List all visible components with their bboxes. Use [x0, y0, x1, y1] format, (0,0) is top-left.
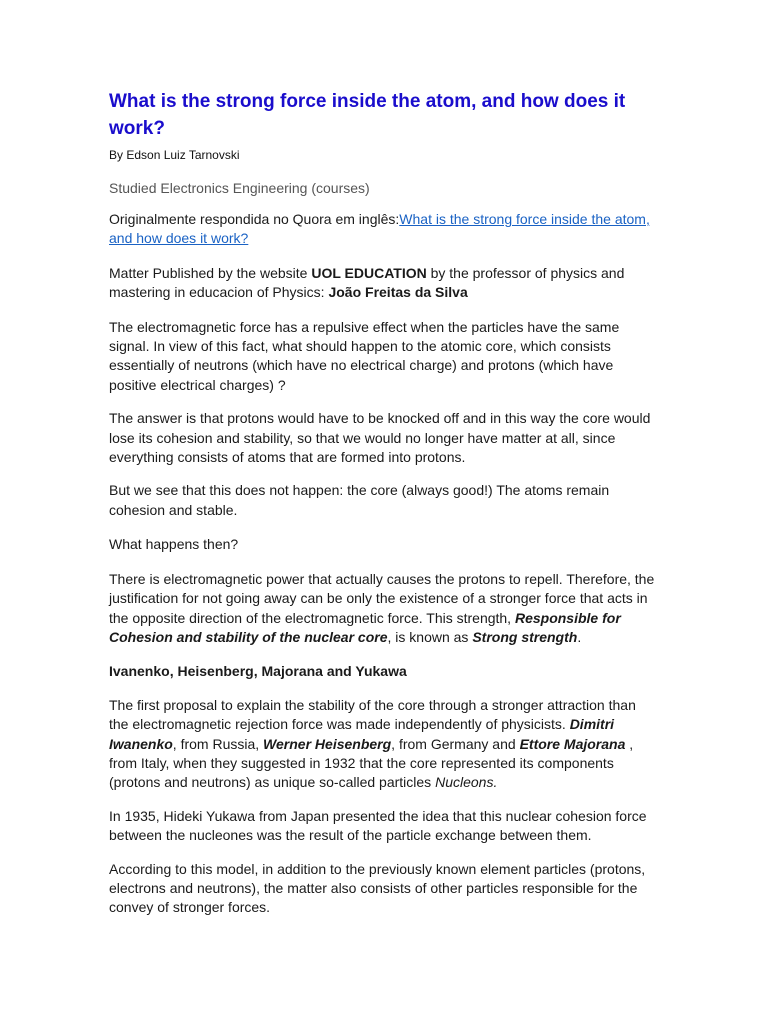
text-span: , from Italy, when they suggested in 1932 that the core represented its components (protons and neutrons) as unique so-called particles [109, 735, 634, 791]
author-credential: Studied Electronics Engineering (courses) [109, 180, 370, 196]
paragraph-strong-force [109, 570, 659, 648]
professor-name: João Freitas da Silva [328, 284, 468, 301]
emphasis-text: Responsible for Cohesion and stability of the nuclear core [109, 609, 621, 645]
paragraph-yukawa: In 1935, Hideki Yukawa from Japan presented the idea that this nuclear cohesion force between the nucleones was the result of the particle exchange between them. [109, 807, 647, 844]
emphasis-text: Strong strength [472, 628, 578, 645]
author-byline: By Edson Luiz Tarnovski [109, 148, 240, 162]
publisher-name: UOL EDUCATION [311, 264, 427, 281]
paragraph-question: What happens then? [109, 536, 239, 553]
paragraph-observation: But we see that this does not happen: the core (always good!) The atoms remain cohesion and stable. [109, 482, 610, 518]
origin-prefix: Originalmente respondida no Quora em inglês: [109, 211, 400, 227]
text-span: There is electromagnetic power that actually causes the protons to repell. Therefore, the justification for not going away can be only the existence of a stronger force that acts in the opposite direction of the electromagnetic force. This strength, [109, 570, 655, 626]
physicist-name: Dimitri Iwanenko [109, 716, 615, 752]
physicist-name: Werner Heisenberg [263, 735, 392, 752]
text-span: , from Germany and [391, 735, 520, 752]
section-subheading: Ivanenko, Heisenberg, Majorana and Yukawa [109, 663, 407, 680]
origin-note [109, 210, 659, 249]
text-span: by the professor of physics and mastering in educacion of Physics: [109, 264, 625, 301]
paragraph-publisher [109, 264, 659, 303]
physicist-name: Ettore Majorana [519, 735, 626, 752]
text-span: . [577, 628, 582, 645]
quora-original-link[interactable]: What is the strong force inside the atom, and how does it work? [109, 211, 650, 247]
text-span: Matter Published by the website [109, 264, 312, 281]
text-span: The first proposal to explain the stability of the core through a stronger attraction than the electromagnetic rejection force was made independently of physicists. [109, 696, 636, 733]
text-span: , is known as [387, 628, 473, 645]
article-title: What is the strong force inside the atom, and how does it work? [109, 91, 626, 139]
italic-term: Nucleons. [435, 774, 498, 791]
paragraph-model: According to this model, in addition to the previously known element particles (protons, electrons and neutrons), the matter also consists of other particles responsible for the convey of stronger forces. [109, 860, 646, 916]
paragraph-answer: The answer is that protons would have to be knocked off and in this way the core would lose its cohesion and stability, so that we would no longer have matter at all, since everything consists of atoms that are formed into protons. [109, 410, 651, 466]
paragraph-first-proposal [109, 696, 659, 793]
paragraph-electromagnetic: The electromagnetic force has a repulsive effect when the particles have the same signal. In view of this fact, what should happen to the atomic core, which consists essentially of neutrons (which have no electrical charge) and protons (which have positive electrical charges) ? [109, 318, 620, 393]
text-span: , from Russia, [172, 735, 264, 752]
article-body [109, 88, 659, 918]
